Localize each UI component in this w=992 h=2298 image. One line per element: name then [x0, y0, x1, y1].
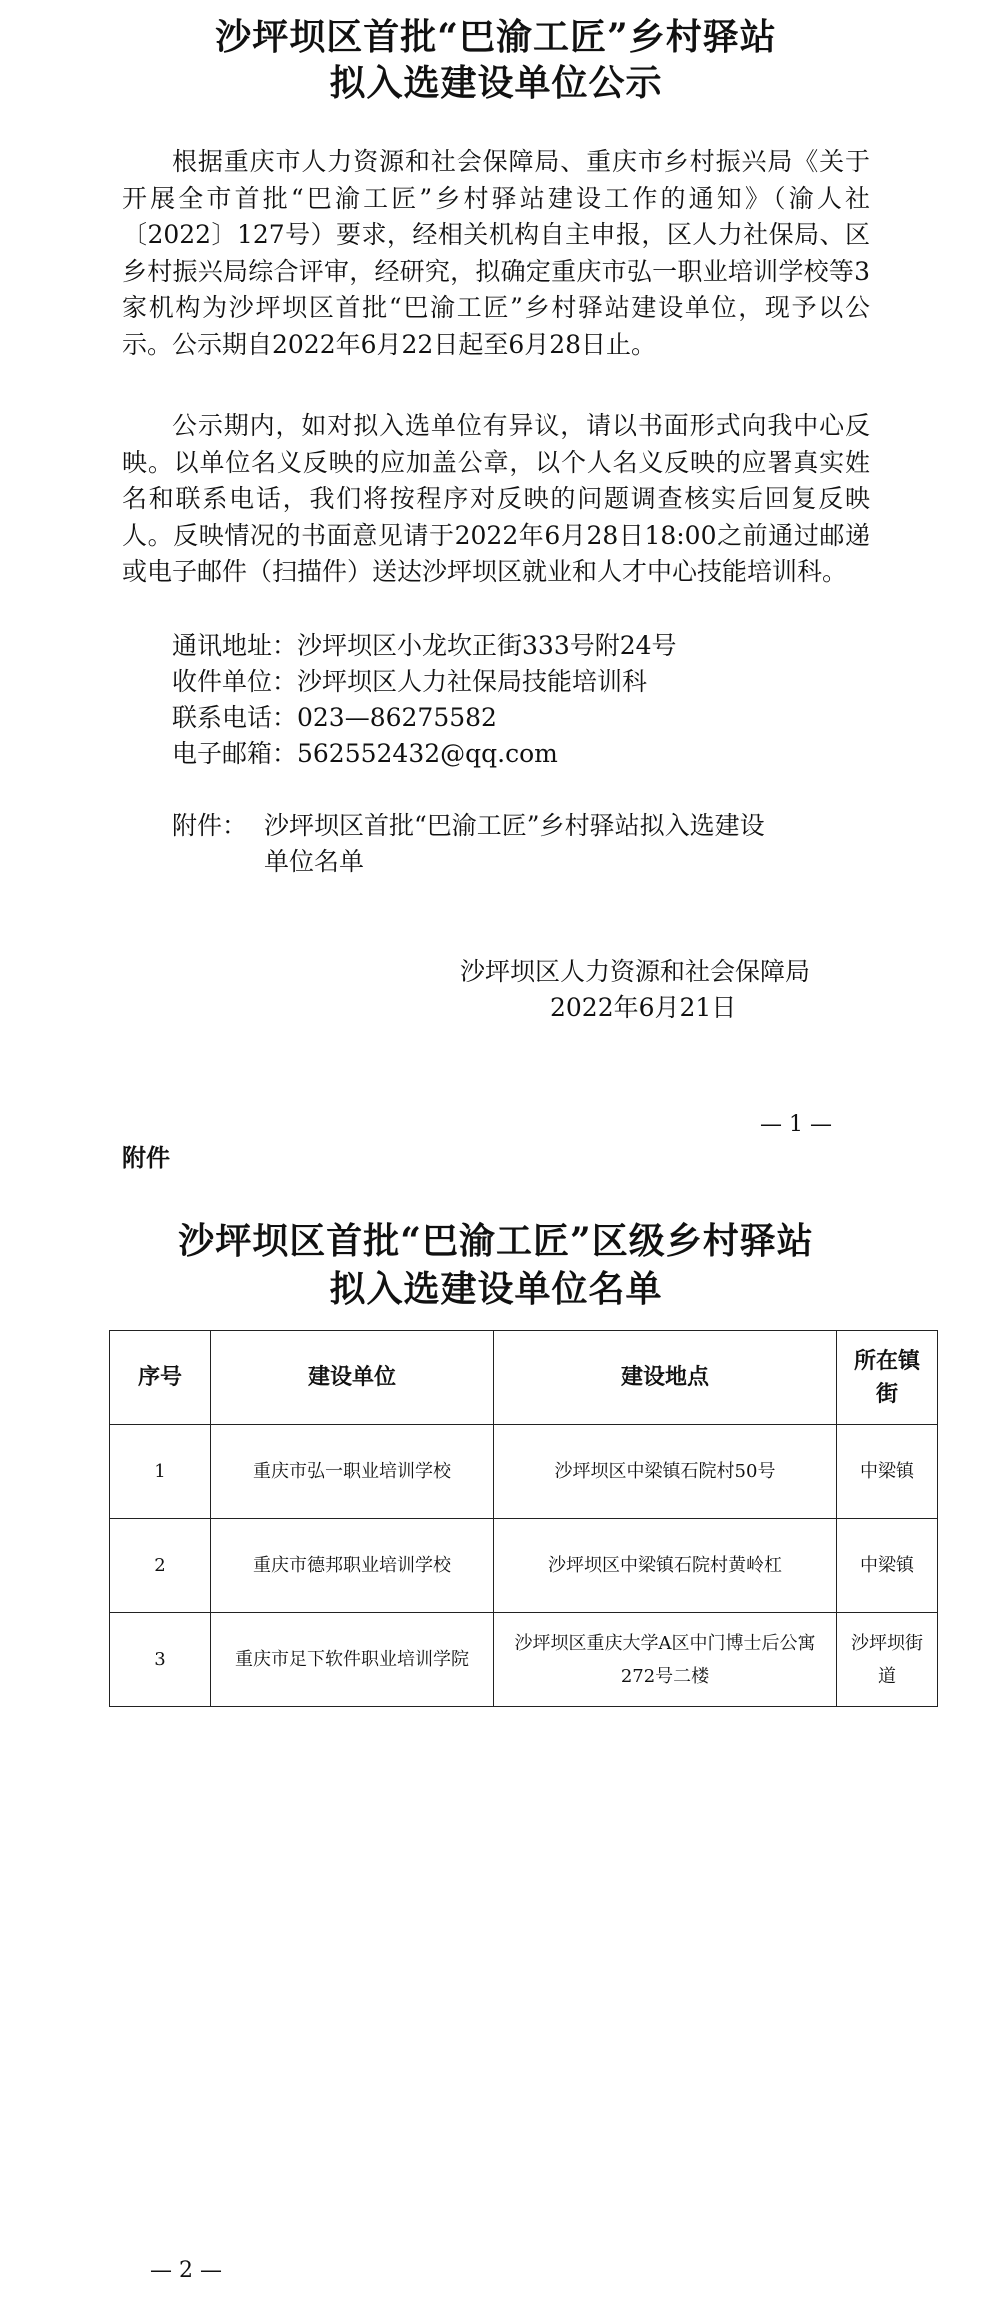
notice-title-line-1: 沙坪坝区首批“巴渝工匠”乡村驿站: [215, 16, 777, 58]
header-index: 序号: [110, 1331, 211, 1425]
row-town: 中梁镇: [837, 1425, 938, 1519]
attachment-title-line-1: 沙坪坝区首批“巴渝工匠”乡村驿站拟入选建设: [264, 811, 765, 840]
attachment-heading: 附件: [122, 1143, 170, 1172]
contact-email: 电子邮箱：562552432@qq.com: [172, 739, 558, 768]
list-title-line-1: 沙坪坝区首批“巴渝工匠”区级乡村驿站: [178, 1220, 814, 1262]
header-town: 所在镇街: [837, 1331, 938, 1425]
table-row: [110, 1425, 938, 1519]
row-town: 中梁镇: [837, 1519, 938, 1613]
candidate-units-table: [109, 1330, 938, 1707]
attachment-label: 附件：: [172, 811, 248, 840]
notice-title-line-2: 拟入选建设单位公示: [329, 62, 663, 104]
header-location: 建设地点: [494, 1331, 837, 1425]
list-title-line-2: 拟入选建设单位名单: [329, 1268, 663, 1310]
signature-organization: 沙坪坝区人力资源和社会保障局: [460, 957, 811, 986]
row-location: 沙坪坝区重庆大学A区中门博士后公寓272号二楼: [494, 1613, 837, 1707]
row-unit: 重庆市德邦职业培训学校: [211, 1519, 494, 1613]
row-location: 沙坪坝区中梁镇石院村50号: [494, 1425, 837, 1519]
row-index: 1: [110, 1425, 211, 1519]
attachment-title-line-2: 单位名单: [264, 847, 365, 876]
row-index: 3: [110, 1613, 211, 1707]
page-number-1: — 1 —: [760, 1112, 832, 1137]
contact-recipient: 收件单位：沙坪坝区人力社保局技能培训科: [172, 667, 648, 696]
notice-paragraph-1: 根据重庆市人力资源和社会保障局、重庆市乡村振兴局《关于开展全市首批“巴渝工匠”乡村驿站建设工作的通知》（渝人社〔2022〕127号）要求，经相关机构自主申报，区人力社保局、区乡村振兴局综合评审，经研究，拟确定重庆市弘一职业培训学校等3家机构为沙坪坝区首批“巴渝工匠”乡村驿站建设单位，现予以公示。公示期自2022年6月22日起至6月28日止。: [122, 147, 870, 359]
header-unit: 建设单位: [211, 1331, 494, 1425]
contact-address: 通讯地址：沙坪坝区小龙坎正街333号附24号: [172, 631, 677, 660]
page-number-2: — 2 —: [150, 2258, 222, 2283]
row-town: 沙坪坝街道: [837, 1613, 938, 1707]
row-unit: 重庆市足下软件职业培训学院: [211, 1613, 494, 1707]
row-location: 沙坪坝区中梁镇石院村黄岭杠: [494, 1519, 837, 1613]
row-unit: 重庆市弘一职业培训学校: [211, 1425, 494, 1519]
table-row: [110, 1519, 938, 1613]
contact-phone: 联系电话：023—86275582: [172, 703, 497, 732]
signature-date: 2022年6月21日: [550, 993, 737, 1022]
row-index: 2: [110, 1519, 211, 1613]
table-header-row: [110, 1331, 938, 1425]
notice-paragraph-2: 公示期内，如对拟入选单位有异议，请以书面形式向我中心反映。以单位名义反映的应加盖公章，以个人名义反映的应署真实姓名和联系电话，我们将按程序对反映的问题调查核实后回复反映人。反映情况的书面意见请于2022年6月28日18:00之前通过邮递或电子邮件（扫描件）送达沙坪坝区就业和人才中心技能培训科。: [122, 411, 870, 586]
table-row: [110, 1613, 938, 1707]
